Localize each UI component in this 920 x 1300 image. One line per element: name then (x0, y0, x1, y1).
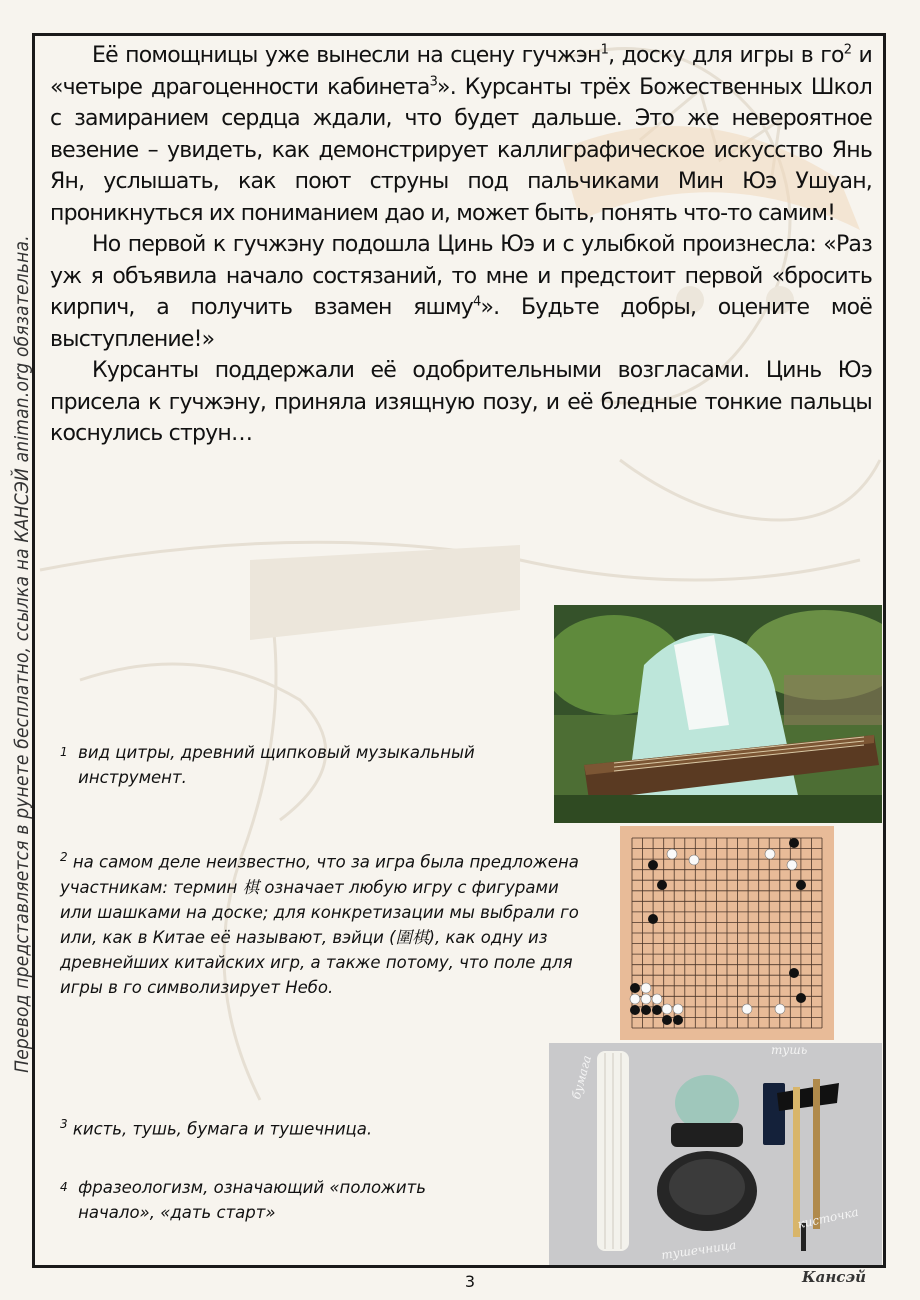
footnote-3: $^3$ кисть, тушь, бумага и тушечница. (60, 1117, 373, 1139)
footnote-4: $^4$ фразеологизм, означающий «положить начало», «дать старт» (60, 1178, 426, 1222)
label-paper: бумага (569, 1053, 595, 1101)
paragraph-1: Её помощницы уже вынесли на сцену гучжэн$^1$, доску для игры в $го^2$ и «четыре драгоценности кабинета$^3$». Курсанты трёх Божественных Школ с замиранием сердца ждали, что будет дальше. Это же невероятное везение – увидеть, как демонстрирует каллиграфическое искусство Янь Ян, услышать, как поют струны под пальчиками Мин Юэ Ушуан, проникнуться их пониманием дао и, может быть, понять что-то самим! (50, 42, 873, 226)
go-board-photo (620, 826, 834, 1040)
page-number: 3 (464, 1272, 476, 1291)
guzheng-photo (554, 605, 882, 823)
four-treasures-photo (549, 1043, 882, 1265)
footnote-ref-1: 1 (600, 42, 609, 58)
footnote-ref-4: 4 (473, 294, 481, 310)
label-ink: тушь (771, 1043, 808, 1057)
copyright-sidebar-note: Перевод представляется в рунете бесплатно, ссылка на КАНСЭЙ animan.org обязательна. (11, 235, 33, 1073)
paragraph-3: Курсанты поддержали её одобрительными возгласами. Цинь Юэ присела к гучжэну, приняла изящную позу, и её бледные тонкие пальцы коснулись струн… (50, 358, 872, 446)
footnote-2: $^2$ на самом деле неизвестно, что за игра была предложена участникам: термин 棋 означает любую игру с фигурами или шашками на доске; для конкретизации мы выбрали го или, как в Китае её называют, вэйци (圍棋), как одну из древнейших китайских игр, а также потому, что поле для игры в го символизирует Небо. (60, 850, 579, 997)
label-brush: кисточка (796, 1204, 860, 1232)
main-text (50, 40, 872, 450)
paragraph-2: Но первой к гучжэну подошла Цинь Юэ и с улыбкой произнесла: «Раз уж я объявила начало состязаний, то мне и предстоит первой «бросить кирпич, а получить взамен яшму$^4$». Будьте добры, оцените моё выступление!» (50, 232, 873, 352)
kansei-logo: Кансэй (802, 1268, 867, 1286)
footnote-1: $^1$ вид цитры, древний щипковый музыкальный инструмент. (60, 743, 475, 787)
footnote-ref-3: 3 (429, 74, 438, 90)
footnote-ref-2: 2 (843, 42, 852, 58)
label-inkstone: тушечница (660, 1237, 738, 1263)
